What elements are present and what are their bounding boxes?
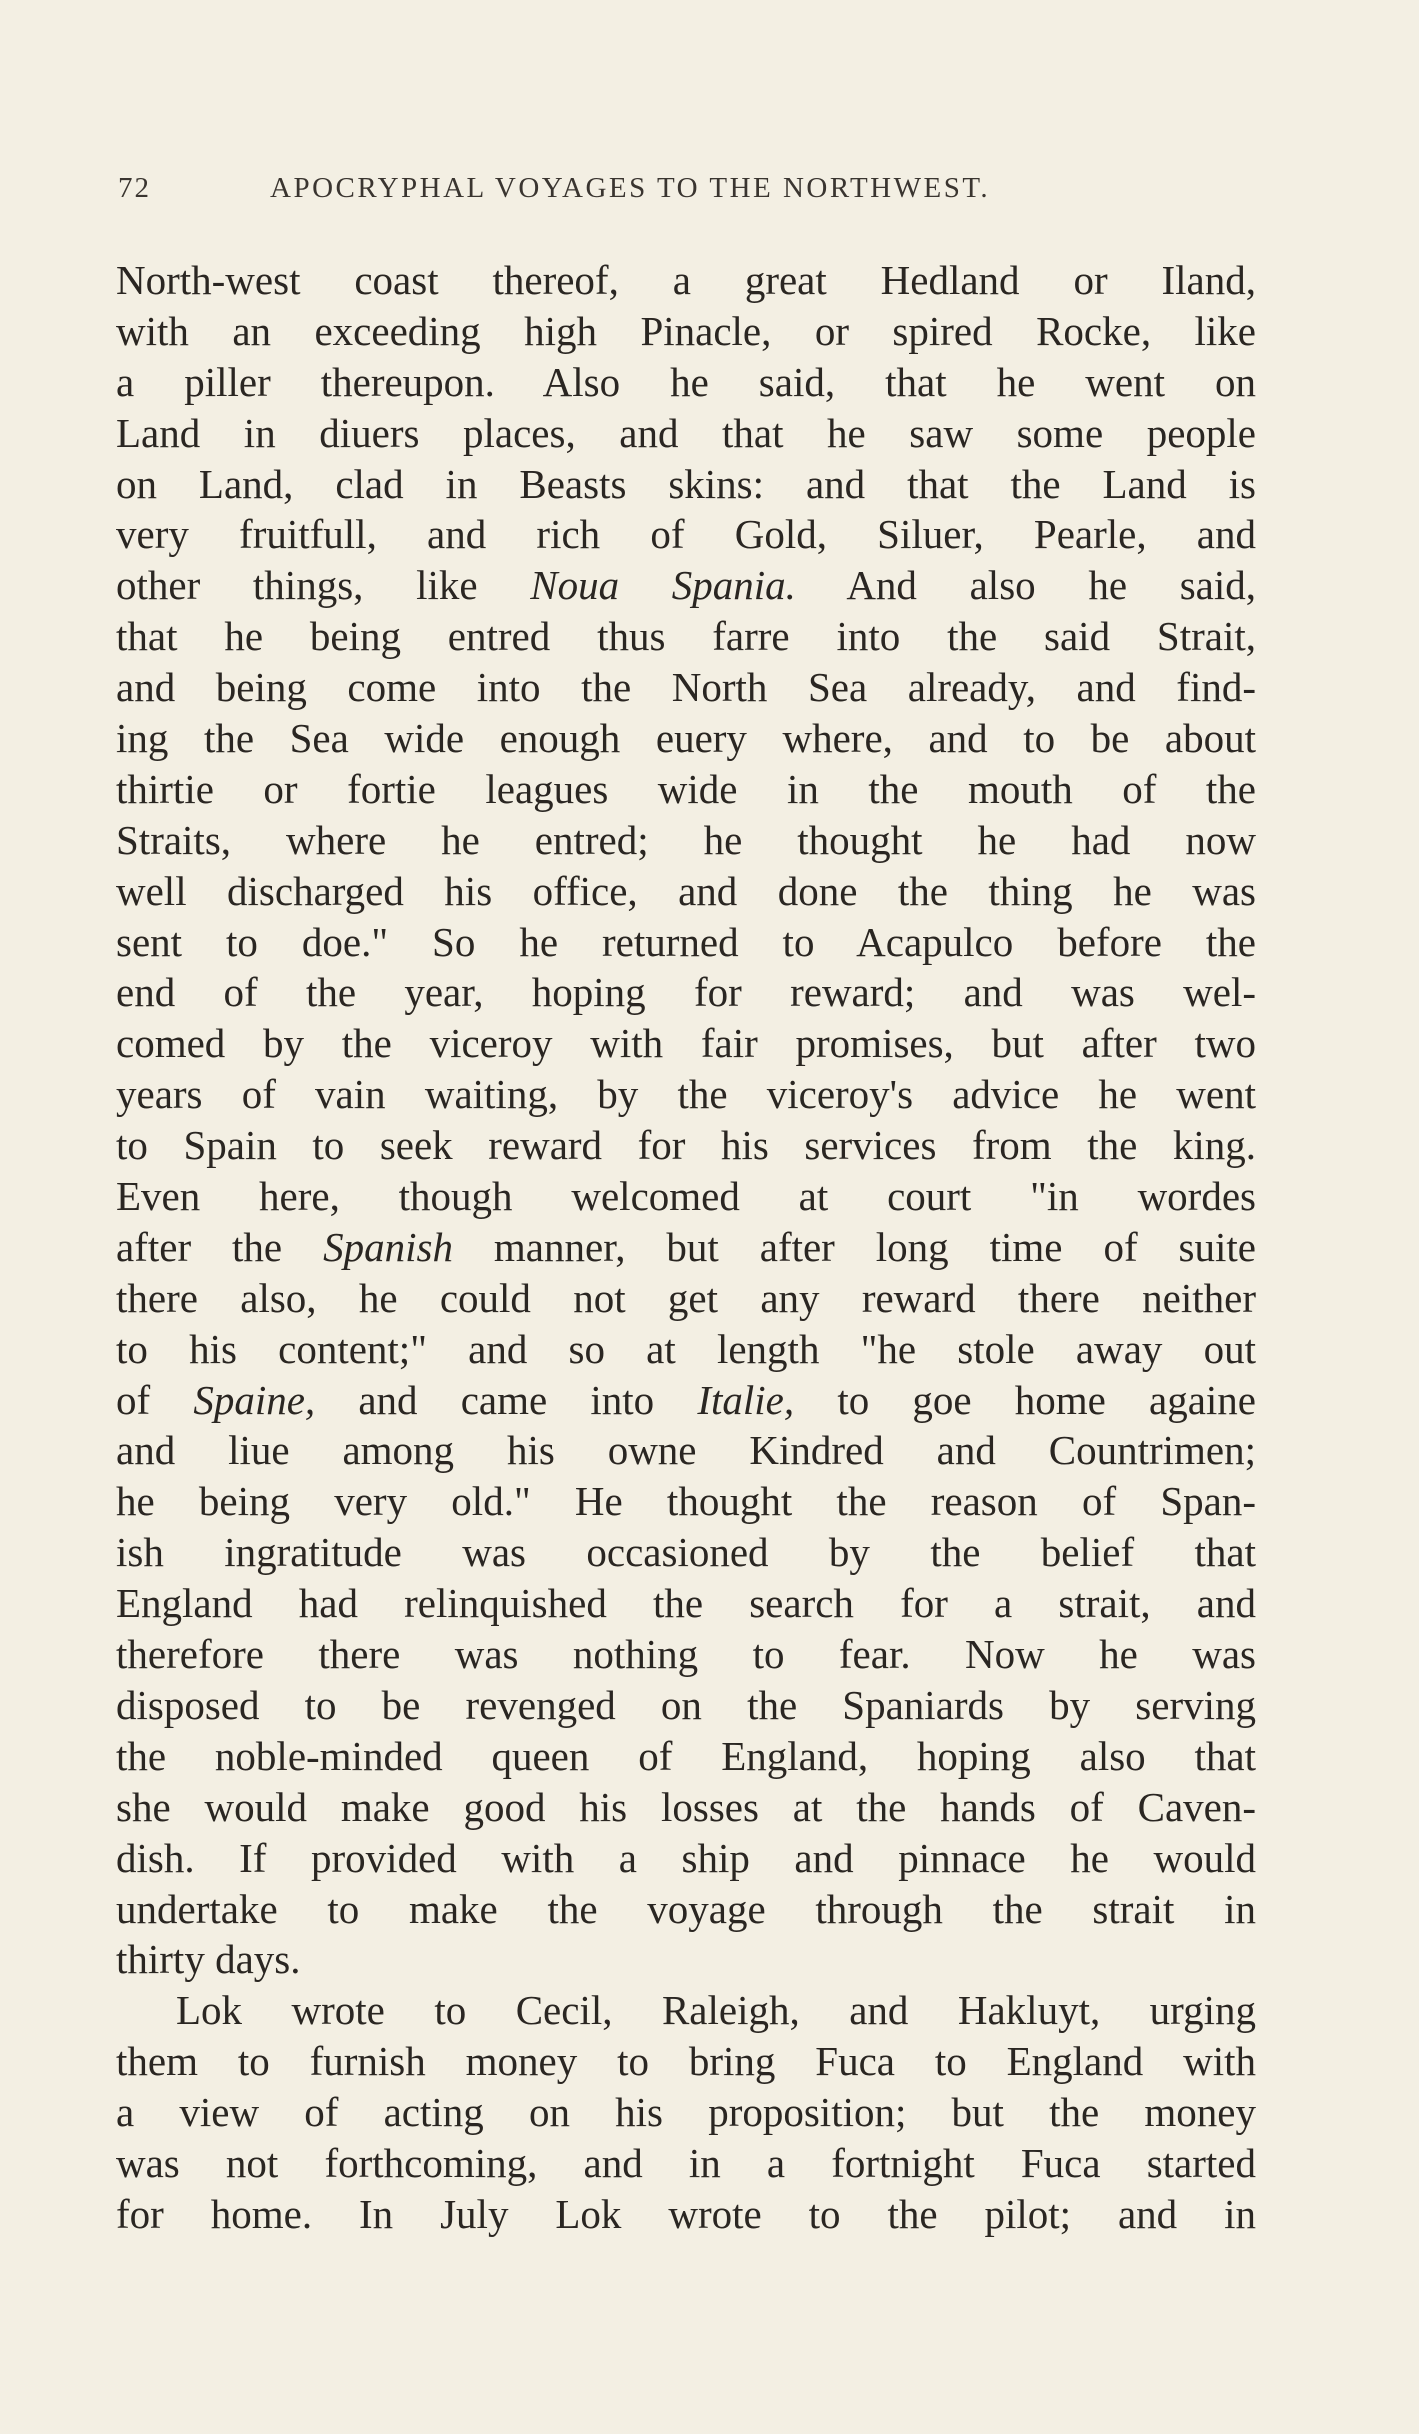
text-line: ing the Sea wide enough euery where, and to be about [116, 715, 1256, 762]
text-segment: of [116, 1376, 194, 1423]
italic-phrase: Noua Spania. [530, 562, 796, 609]
text-segment: manner, but after long time of suite [452, 1223, 1256, 1270]
text-line: there also, he could not get any reward there neither [116, 1274, 1256, 1321]
text-line: she would make good his losses at the hands of Caven- [116, 1783, 1256, 1830]
text-line: comed by the viceroy with fair promises, but after two [116, 1020, 1256, 1067]
text-line: England had relinquished the search for a strait, and [116, 1580, 1256, 1627]
page-number: 72 [118, 172, 151, 204]
text-line: Straits, where he entred; he thought he had now [116, 816, 1256, 863]
text-line: ish ingratitude was occasioned by the belief that [116, 1529, 1256, 1576]
text-segment: And also he said, [795, 562, 1256, 609]
text-line: disposed to be revenged on the Spaniards by serving [116, 1681, 1256, 1728]
text-line: Even here, though welcomed at court "in wordes [116, 1173, 1256, 1220]
text-segment: to goe home againe [794, 1376, 1257, 1423]
text-line: a view of acting on his proposition; but the money [116, 2089, 1256, 2136]
italic-phrase: Italie, [697, 1376, 795, 1423]
text-line [116, 1222, 1256, 1273]
italic-phrase: Spaine, [193, 1376, 316, 1423]
text-line: dish. If provided with a ship and pinnace he would [116, 1834, 1256, 1881]
text-line: them to furnish money to bring Fuca to England with [116, 2038, 1256, 2085]
text-line: to his content;" and so at length "he stole away out [116, 1325, 1256, 1372]
body-text [116, 255, 1256, 2240]
text-line: with an exceeding high Pinacle, or spired Rocke, like [116, 307, 1256, 354]
text-line: for home. In July Lok wrote to the pilot; and in [116, 2190, 1256, 2237]
text-line: well discharged his office, and done the thing he was [116, 867, 1256, 914]
text-line: undertake to make the voyage through the strait in [116, 1885, 1256, 1932]
text-segment: and came into [315, 1376, 698, 1423]
text-line [116, 1375, 1256, 1426]
text-line: and liue among his owne Kindred and Countrimen; [116, 1427, 1256, 1474]
text-line: he being very old." He thought the reason of Span- [116, 1478, 1256, 1525]
text-line: to Spain to seek reward for his services from the king. [116, 1122, 1256, 1169]
text-line: the noble-minded queen of England, hoping also that [116, 1732, 1256, 1779]
italic-phrase: Spanish [323, 1223, 453, 1270]
text-line: years of vain waiting, by the viceroy's advice he went [116, 1071, 1256, 1118]
text-segment: other things, like [116, 562, 531, 609]
text-line: Land in diuers places, and that he saw some people [116, 409, 1256, 456]
text-line: thirtie or fortie leagues wide in the mouth of the [116, 765, 1256, 812]
running-head [118, 172, 1298, 212]
text-segment: after the [116, 1223, 324, 1270]
text-line: very fruitfull, and rich of Gold, Siluer, Pearle, and [116, 511, 1256, 558]
text-line: was not forthcoming, and in a fortnight Fuca started [116, 2139, 1256, 2186]
text-line: North-west coast thereof, a great Hedland or Iland, [116, 257, 1256, 303]
chapter-title: APOCRYPHAL VOYAGES TO THE NORTHWEST. [270, 172, 991, 204]
text-line: end of the year, hoping for reward; and was wel- [116, 969, 1256, 1016]
paragraph-start-line: Lok wrote to Cecil, Raleigh, and Hakluyt, urging [176, 1987, 1256, 2034]
text-line: and being come into the North Sea already, and find- [116, 664, 1256, 711]
text-line: on Land, clad in Beasts skins: and that the Land is [116, 460, 1256, 507]
text-line: that he being entred thus farre into the said Strait, [116, 613, 1256, 660]
text-line: therefore there was nothing to fear. Now he was [116, 1631, 1256, 1678]
text-line: sent to doe." So he returned to Acapulco before the [116, 918, 1256, 965]
text-line: a piller thereupon. Also he said, that he went on [116, 358, 1256, 405]
text-line: thirty days. [116, 1936, 301, 1983]
text-line [116, 560, 1256, 611]
